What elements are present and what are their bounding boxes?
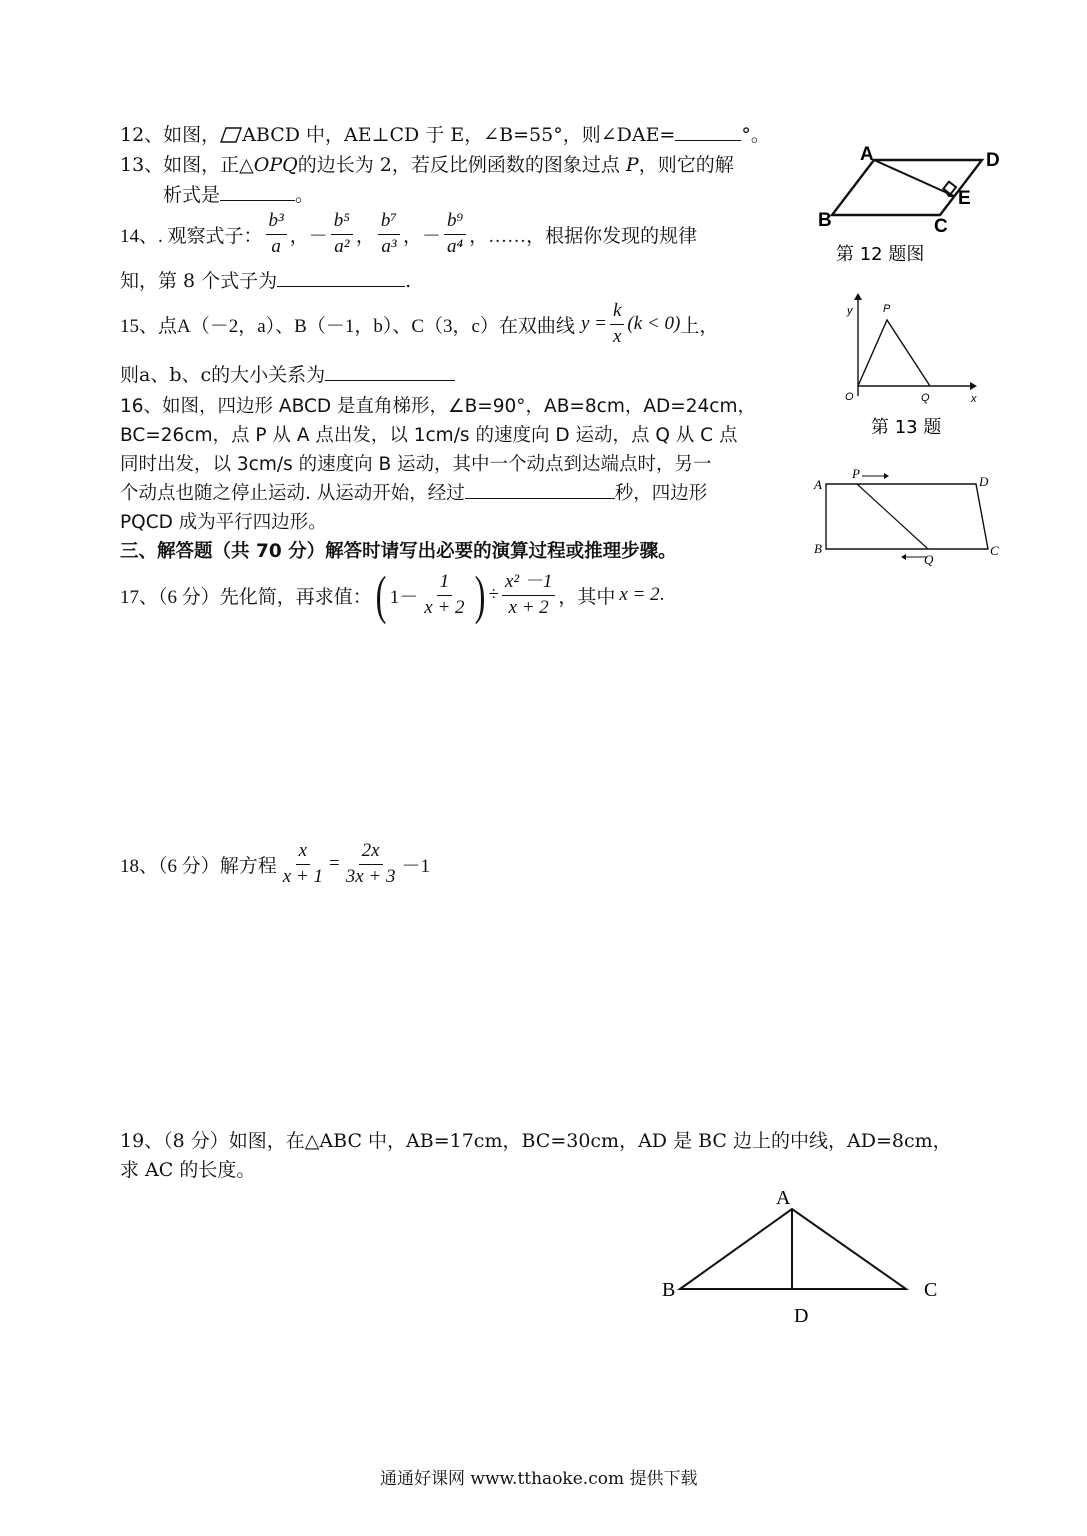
label-p: P [852,466,860,481]
label-b: B [662,1279,676,1301]
fraction-k-over-x: $\frac{k}{x}$ [610,301,624,348]
label-a: A [860,144,874,165]
label-e: E [958,188,971,209]
question-16-line2: BC=26cm，点 P 从 A 点出发，以 1cm/s 的速度向 D 运动，点 Q 从 C 点 [120,425,738,446]
triangle-opq [858,320,930,386]
label-b: B [814,541,822,556]
question-19-line2: 求 AC 的长度。 [120,1159,256,1181]
label-c: C [934,216,948,237]
label-b: B [818,210,832,231]
question-19-line1: 19、（8 分）如图，在△ABC 中，AB=17cm，BC=30cm，AD 是 BC 边上的中线，AD=8cm， [120,1130,952,1152]
figure-16 [812,464,1007,574]
label-d: D [986,150,1000,171]
label-q: Q [924,552,934,567]
fraction-17b: $\frac{\text{x² －1}}{x + 2}$ [502,572,555,619]
figure-13 [825,292,985,442]
segment-ae [874,160,954,196]
question-17: 17、（6 分）先化简，再求值： ( 1－ $\frac{1}{x + 2}$ ) ÷ $\frac{\text{x² －1}}{x + 2}$ ，其中 x = 2 . [120,565,665,625]
caption-12: 第 12 题图 [836,244,925,265]
answer-blank-14[interactable] [277,270,405,287]
answer-blank-12[interactable] [675,124,741,141]
answer-blank-13[interactable] [220,184,295,201]
label-c: C [990,543,999,558]
fraction-18a: $\frac{x}{x + 1}$ [282,839,324,887]
fraction-18b: $\frac{2x}{3x + 3}$ [345,839,396,887]
fraction-2: $\frac{\text{b⁵}}{\text{a²}}$ [331,211,353,258]
label-a: A [776,1187,791,1209]
section-3-heading: 三、解答题（共 70 分）解答时请写出必要的演算过程或推理步骤。 [120,541,677,562]
label-x: x [971,393,977,405]
caption-13: 第 13 题 [871,417,942,438]
fraction-3: $\frac{\text{b⁷}}{\text{a³}}$ [378,211,400,258]
trapezoid-abcd [826,484,988,549]
fraction-17a: $\frac{1}{x + 2}$ [424,570,465,618]
page-footer: 通通好课网 www.tthaoke.com 提供下载 [380,1469,698,1489]
question-16-line1: 16、如图，四边形 ABCD 是直角梯形，∠B=90°，AB=8cm，AD=24cm， [120,396,757,417]
label-d: D [979,474,989,489]
question-14-line2: 知，第 8 个式子为 . [120,270,412,292]
parallelogram-icon [220,127,242,143]
answer-blank-16[interactable] [465,482,615,499]
question-12: 12、如图， ABCD 中，AE⊥CD 于 E，∠B=55°，则∠DAE= °。 [120,124,770,146]
label-d: D [794,1305,809,1327]
figure-19 [650,1182,950,1332]
question-16-line5: PQCD 成为平行四边形。 [120,512,327,533]
label-p: P [883,303,891,315]
fraction-4: $\frac{\text{b⁹}}{\text{a⁴}}$ [444,211,466,258]
question-15-line2: 则a、b、c的大小关系为 [120,360,455,387]
fraction-1: $\frac{\text{b³}}{a}$ [266,211,287,258]
arrow-p-icon [884,473,889,479]
question-16-line3: 同时出发，以 3cm/s 的速度向 B 运动，其中一个动点到达端点时，另一 [120,454,712,475]
label-o: O [845,391,854,403]
label-c: C [924,1279,938,1301]
answer-blank-15[interactable] [325,364,455,381]
question-13: 13、如图，正△OPQ的边长为 2，若反比例函数的图象过点 P，则它的解 [120,154,734,176]
question-14: 14、. 观察式子： $\frac{\text{b³}}{a}$ ， － $\frac{\text{b⁵}}{\text{a²}}$ ， $\frac{\text{b⁷}}{\text{a³}}$ ， － $\frac{\text{b⁹}}{\text{a⁴}}$ ，……，根据你发现的规律 [120,209,698,257]
question-18: 18、（6 分）解方程 $\frac{x}{x + 1}$ = $\frac{2x}{3x + 3}$ －1 [120,839,431,887]
label-a: A [814,477,822,492]
question-15: 15、点A（－2，a）、B（－1，b）、C（3，c）在双曲线 y = $\frac{k}{x}$ (k < 0) 上， [120,299,719,347]
question-13-line2: 析式是 。 [163,184,315,206]
arrow-q-icon [901,554,906,560]
label-y: y [847,305,853,317]
figure-12 [812,140,1012,270]
label-q: Q [921,392,930,404]
question-16-line4: 个动点也随之停止运动. 从运动开始，经过 秒，四边形 [120,483,708,504]
segment-pq [857,484,928,549]
